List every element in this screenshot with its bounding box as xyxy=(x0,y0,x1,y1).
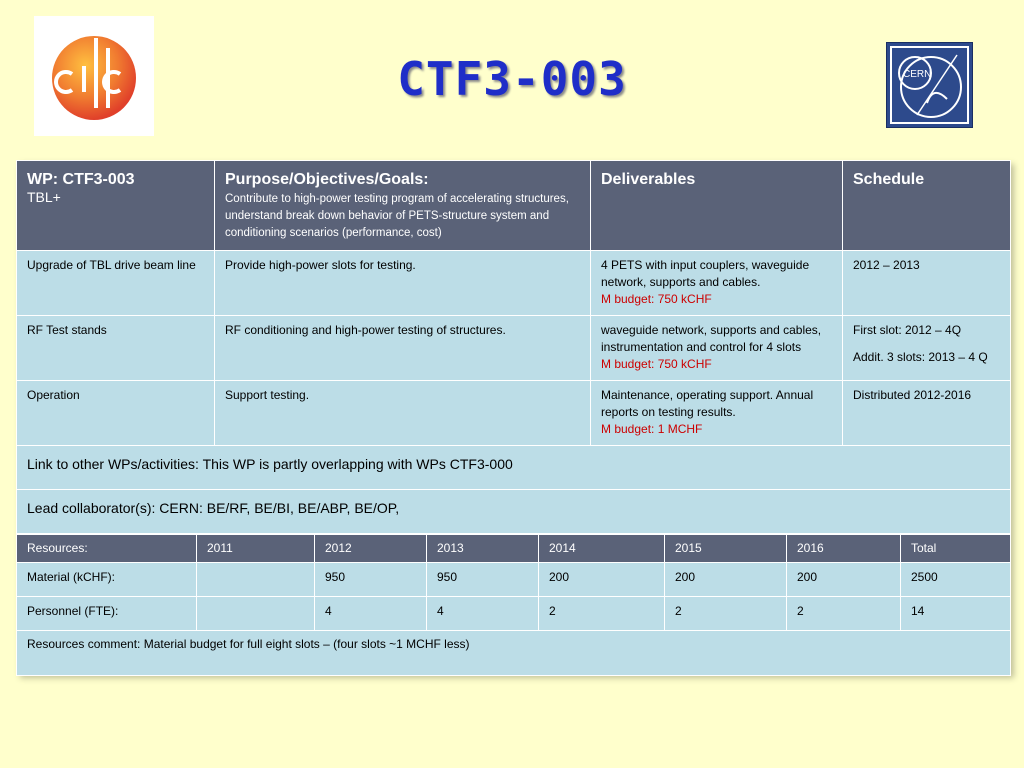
purpose-cell: Provide high-power slots for testing. xyxy=(215,251,591,316)
schedule-cell: First slot: 2012 – 4Q Addit. 3 slots: 2013 – 4 Q xyxy=(843,316,1011,381)
workpackage-table xyxy=(16,160,1010,674)
table-row xyxy=(17,251,1011,316)
purpose-cell xyxy=(215,161,591,251)
deliverables-header: Deliverables xyxy=(591,161,843,251)
schedule-header: Schedule xyxy=(843,161,1011,251)
wp-cell xyxy=(17,161,215,251)
task-cell: RF Test stands xyxy=(17,316,215,381)
budget-text: M budget: 1 MCHF xyxy=(601,422,703,436)
table-row: Personnel (FTE): 4 4 2 2 2 14 xyxy=(17,597,1011,631)
wp-label: WP: CTF3-003 xyxy=(27,171,135,188)
schedule-cell: Distributed 2012-2016 xyxy=(843,381,1011,446)
purpose-label: Purpose/Objectives/Goals: xyxy=(225,171,429,188)
schedule-cell: 2012 – 2013 xyxy=(843,251,1011,316)
resources-header: Resources: 2011 2012 2013 2014 2015 2016 Total xyxy=(17,535,1011,563)
budget-text: M budget: 750 kCHF xyxy=(601,292,712,306)
resources-comment: Resources comment: Material budget for full eight slots – (four slots ~1 MCHF less) xyxy=(17,631,1011,676)
budget-text: M budget: 750 kCHF xyxy=(601,357,712,371)
deliverable-cell: 4 PETS with input couplers, waveguide network, supports and cables. M budget: 750 kCHF xyxy=(591,251,843,316)
task-cell: Operation xyxy=(17,381,215,446)
purpose-cell: Support testing. xyxy=(215,381,591,446)
wp-sub: TBL+ xyxy=(27,189,61,205)
svg-text:CERN: CERN xyxy=(903,69,932,80)
table-row: Material (kCHF): 950 950 200 200 200 2500 xyxy=(17,563,1011,597)
deliverable-cell: waveguide network, supports and cables, instrumentation and control for 4 slots M budget: 750 kCHF xyxy=(591,316,843,381)
purpose-text: Contribute to high-power testing program of accelerating structures, understand break down behavior of PETS-structure system and conditioning scenarios (performance, cost) xyxy=(225,193,569,239)
deliverable-cell: Maintenance, operating support. Annual reports on testing results. M budget: 1 MCHF xyxy=(591,381,843,446)
task-cell: Upgrade of TBL drive beam line xyxy=(17,251,215,316)
lead-row xyxy=(17,490,1011,534)
link-text: Link to other WPs/activities: This WP is partly overlapping with WPs CTF3-000 xyxy=(17,446,1011,490)
header-row xyxy=(17,161,1011,251)
lead-text: Lead collaborator(s): CERN: BE/RF, BE/BI, BE/ABP, BE/OP, xyxy=(17,490,1011,534)
table-row xyxy=(17,381,1011,446)
purpose-cell: RF conditioning and high-power testing of structures. xyxy=(215,316,591,381)
link-row xyxy=(17,446,1011,490)
slide-title: CTF3-003 xyxy=(397,52,627,106)
table-row xyxy=(17,316,1011,381)
resources-table xyxy=(16,534,1011,676)
comment-row xyxy=(17,631,1011,676)
